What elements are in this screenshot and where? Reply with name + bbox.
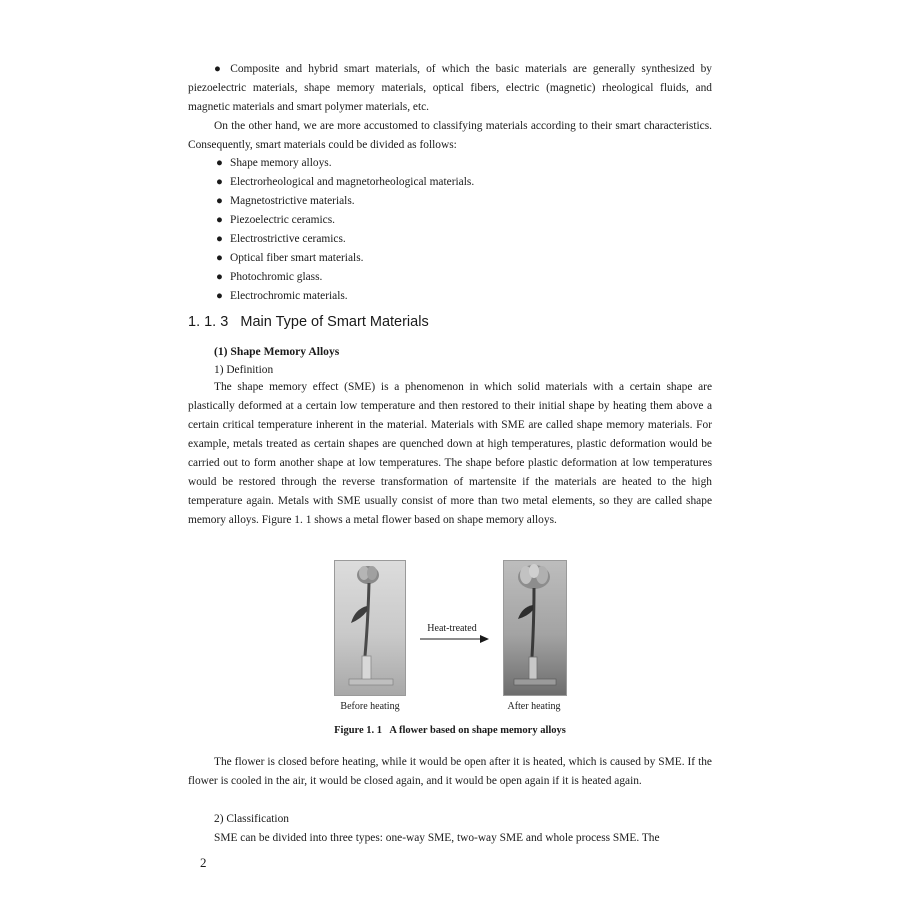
bullet-dot: ● [214, 63, 231, 75]
section-heading: 1. 1. 3 Main Type of Smart Materials [188, 314, 429, 330]
after-figure-paragraph [188, 753, 712, 791]
class-items [188, 154, 712, 306]
after-heating-label: After heating [507, 701, 561, 712]
subheading-block [188, 342, 712, 380]
classification-paragraph [188, 829, 712, 848]
figure-caption: Figure 1. 1 A flower based on shape memory alloys [334, 725, 566, 736]
definition-text: The shape memory effect (SME) is a phenomenon in which solid materials with a certain shape are plastically deformed at a certain low temperature and then restored to their initial shape by heating them above a certain critical temperature inherent in the material. Materials with SME are called shape memory materials. For example, metals treated as certain shapes are quenched down at high temperatures, plastic deformation would be carried out to form another shape at low temperatures. The shape before plastic deformation at low temperatures would be restored through the reverse transformation of martensite if the materials are heated to the high temperature again. Metals with SME usually consist of more than two metal elements, so they are called shape memory alloys. Figure 1. 1 shows a metal flower based on shape memory alloys. [188, 381, 712, 526]
list-item: ● Electrochromic materials. [216, 290, 348, 302]
arrow-label: Heat-treated [427, 623, 477, 634]
list-item: ● Shape memory alloys. [216, 157, 332, 169]
subheading-classification: 2) Classification [214, 813, 289, 825]
after-heating-photo [503, 560, 567, 696]
classification-text: SME can be divided into three types: one-way SME, two-way SME and whole process SME. The [214, 832, 660, 844]
list-item: ● Optical fiber smart materials. [216, 252, 364, 264]
list-item: ● Photochromic glass. [216, 271, 323, 283]
before-heating-label: Before heating [340, 701, 400, 712]
closed-flower-image [335, 561, 405, 695]
definition-paragraph [188, 378, 712, 530]
list-item: ● Electrorheological and magnetorheological materials. [216, 176, 475, 188]
composite-bullet-text: Composite and hybrid smart materials, of which the basic materials are generally synthesized by piezoelectric materials, shape memory materials, optical fibers, electric (magnetic) rheological fluids, and magnetic materials and smart polymer materials, etc. [188, 63, 712, 113]
right-arrow-icon [418, 634, 490, 644]
subheading-shape-memory-alloys: (1) Shape Memory Alloys [214, 345, 340, 358]
subheading-definition: 1) Definition [214, 364, 274, 376]
classify-text: On the other hand, we are more accustomed to classifying materials according to their smart characteristics. Consequently, smart materials could be divided as follows: [188, 120, 712, 151]
list-item: ● Magnetostrictive materials. [216, 195, 355, 207]
list-item: ● Piezoelectric ceramics. [216, 214, 335, 226]
composite-bullet-paragraph [188, 60, 712, 117]
classification-list [188, 154, 712, 306]
classify-paragraph [188, 117, 712, 155]
classification-subheading-block [188, 810, 712, 829]
open-flower-image [504, 561, 566, 695]
before-heating-photo [334, 560, 406, 696]
section-heading-block [188, 312, 712, 332]
list-item: ● Electrostrictive ceramics. [216, 233, 346, 245]
page-number: 2 [200, 855, 207, 870]
after-figure-text: The flower is closed before heating, while it would be open after it is heated, which is caused by SME. If the flower is cooled in the air, it would be closed again, and it would be open again if it is heated again. [188, 756, 712, 787]
